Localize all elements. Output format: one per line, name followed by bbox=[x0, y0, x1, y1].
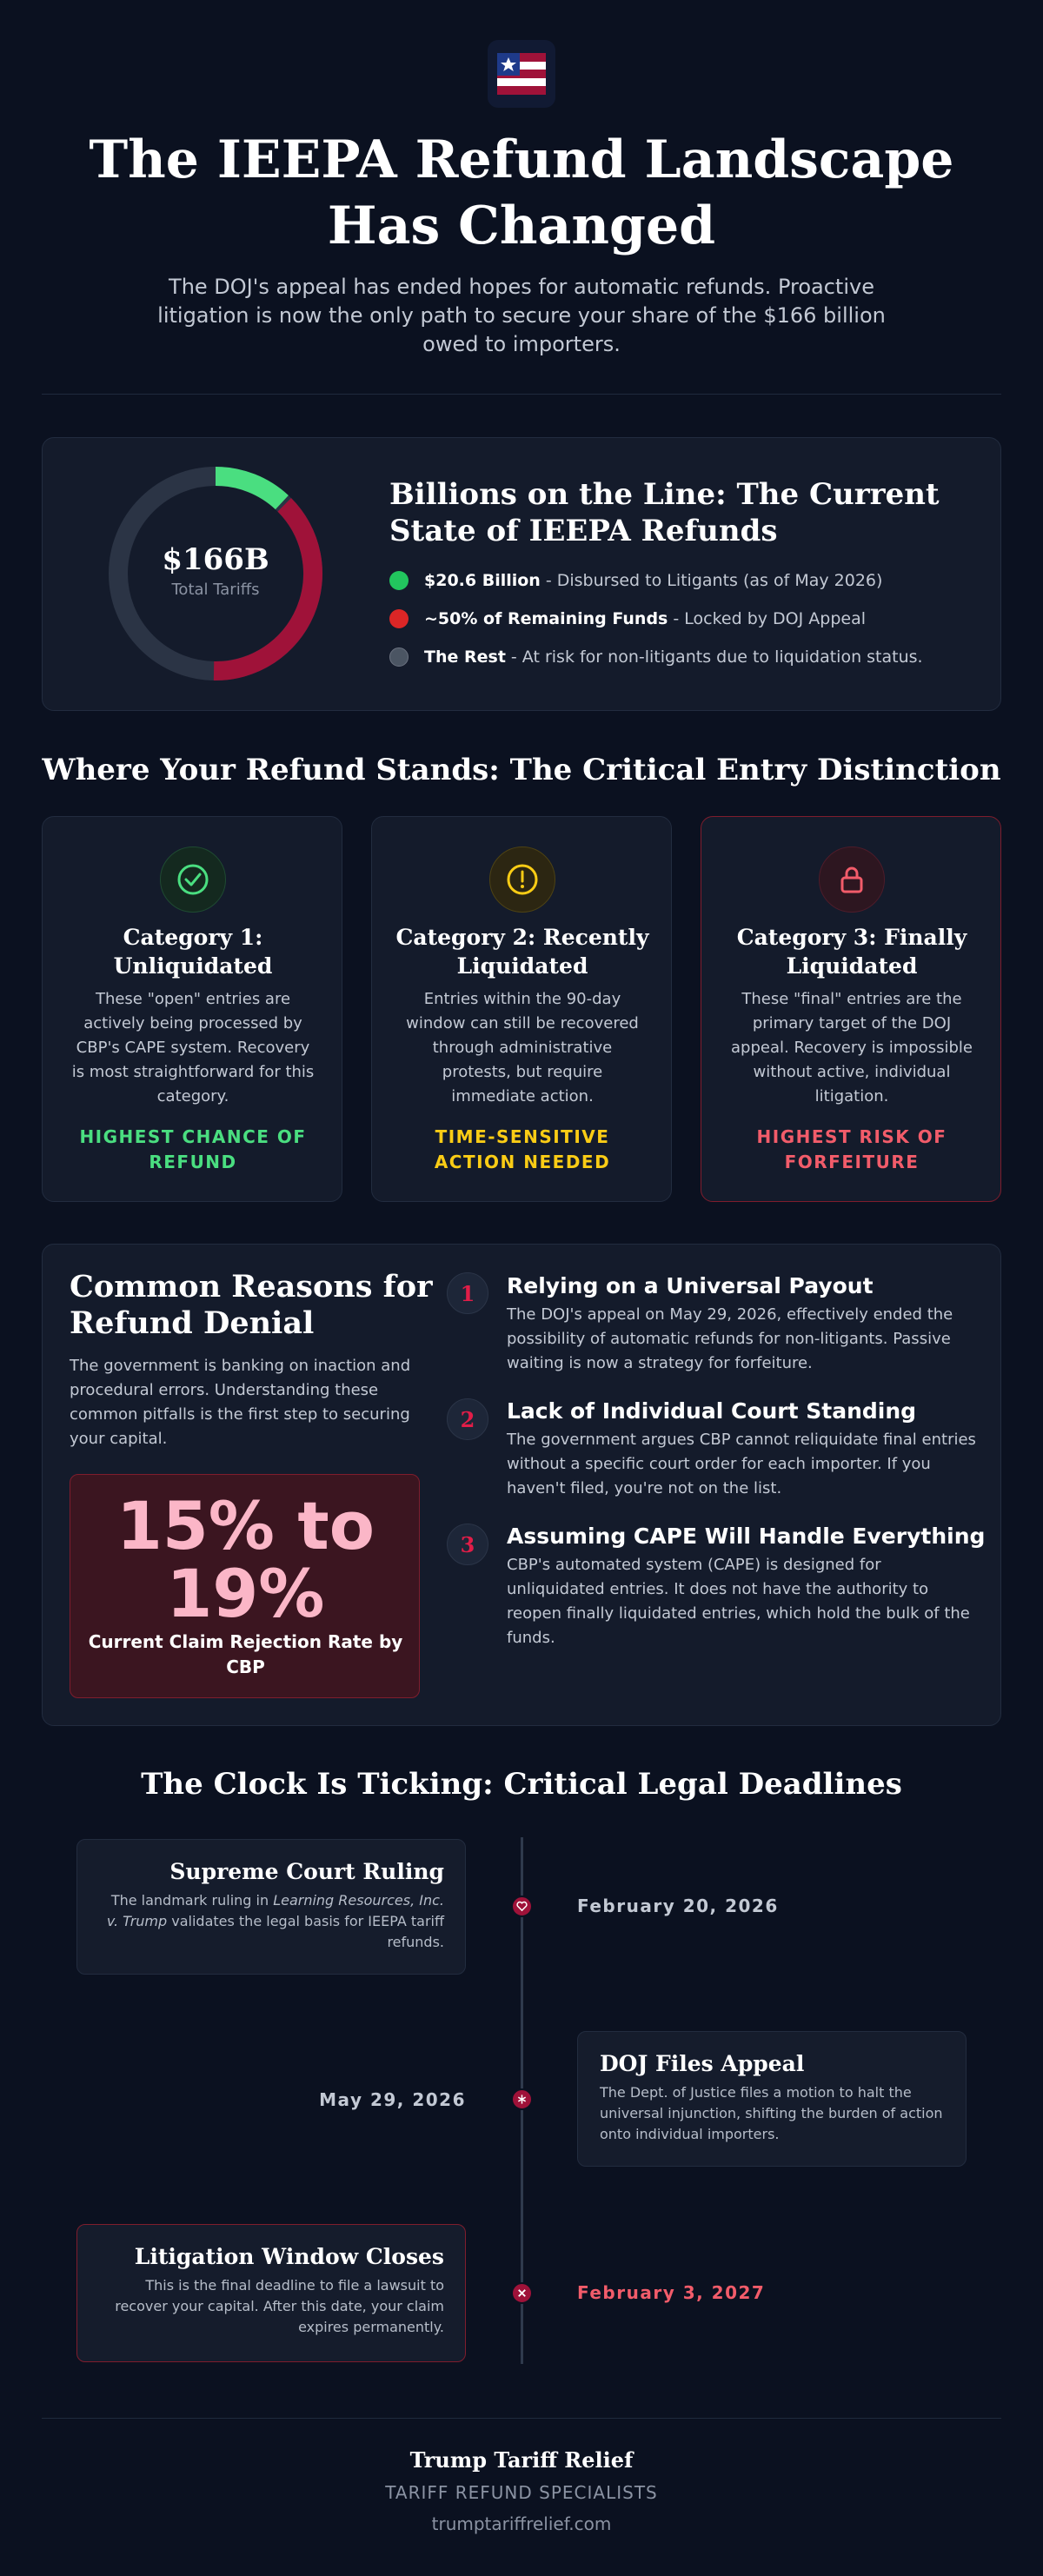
categories-title: Where Your Refund Stands: The Critical Entry Distinction bbox=[42, 753, 1001, 787]
reason-title: Lack of Individual Court Standing bbox=[507, 1398, 917, 1424]
category-tag: TIME-SENSITIVE ACTION NEEDED bbox=[434, 1126, 611, 1172]
category-title: Category 2: Recently Liquidated bbox=[395, 925, 649, 979]
category-card-finally-liquidated bbox=[701, 816, 1001, 1202]
legend-swatch bbox=[389, 647, 409, 667]
category-tag: HIGHEST CHANCE OF REFUND bbox=[79, 1126, 307, 1172]
footer-tagline: TARIFF REFUND SPECIALISTS bbox=[385, 2482, 658, 2503]
stat-label: Current Claim Rejection Rate by CBP bbox=[88, 1631, 403, 1677]
legend-text: - Disbursed to Litigants (as of May 2026) bbox=[545, 571, 883, 590]
category-description: Entries within the 90-day window can still be recovered through administrative protests, but require immediate action. bbox=[406, 990, 639, 1105]
check-circle-icon bbox=[160, 846, 226, 913]
heart-icon bbox=[511, 1895, 533, 1917]
timeline-event-title: Litigation Window Closes bbox=[134, 2244, 444, 2269]
denial-subtitle: The government is banking on inaction and procedural errors. Understanding these common pitfalls is the first step to securing your capital. bbox=[70, 1357, 411, 1448]
timeline-event-title: Supreme Court Ruling bbox=[169, 1859, 444, 1884]
reason-description: The government argues CBP cannot reliquidate final entries without a specific court order for each importer. If you haven't filed, you're not on the list. bbox=[507, 1431, 976, 1497]
donut-value: $166B bbox=[162, 542, 269, 577]
timeline-event-date: February 3, 2027 bbox=[577, 2282, 766, 2303]
us-flag-icon bbox=[497, 53, 546, 95]
legend-item-locked bbox=[389, 606, 866, 632]
page-title: The IEEPA Refund Landscape Has Changed bbox=[89, 129, 954, 256]
reason-title: Assuming CAPE Will Handle Everything bbox=[507, 1524, 986, 1549]
reason-number: 3 bbox=[447, 1524, 488, 1565]
timeline-event-description: The landmark ruling in Learning Resources, Inc. v. Trump validates the legal basis for IEEPA tariff refunds. bbox=[106, 1892, 444, 1950]
legend-item-rest bbox=[389, 644, 923, 670]
divider bbox=[42, 394, 1001, 395]
x-icon bbox=[511, 2282, 533, 2304]
legend-bold: ~50% of Remaining Funds bbox=[424, 609, 668, 628]
donut-label: Total Tariffs bbox=[171, 581, 260, 599]
footer-divider bbox=[42, 2418, 1001, 2419]
legend-swatch bbox=[389, 609, 409, 628]
timeline-event-description: The Dept. of Justice files a motion to halt the universal injunction, shifting the burden of action onto individual importers. bbox=[600, 2084, 943, 2142]
legend-text: - At risk for non-litigants due to liquidation status. bbox=[510, 647, 923, 667]
donut-segment-disbursed bbox=[216, 476, 282, 502]
legend-swatch bbox=[389, 571, 409, 590]
flag-badge bbox=[488, 40, 555, 108]
category-title: Category 3: Finally Liquidated bbox=[736, 925, 967, 979]
timeline-card-doj-appeal bbox=[577, 2031, 967, 2167]
reason-number: 1 bbox=[447, 1272, 488, 1314]
reason-description: CBP's automated system (CAPE) is designed for unliquidated entries. It does not have the authority to reopen finally liquidated entries, which hold the bulk of the funds. bbox=[507, 1556, 970, 1647]
alert-circle-icon bbox=[489, 846, 555, 913]
denial-title: Common Reasons for Refund Denial bbox=[70, 1269, 433, 1341]
timeline-event-description: This is the final deadline to file a lawsuit to recover your capital. After this date, your claim expires permanently. bbox=[115, 2277, 444, 2335]
timeline-card-window-closes bbox=[76, 2224, 466, 2362]
page-subtitle: The DOJ's appeal has ended hopes for automatic refunds. Proactive litigation is now the only path to secure your share of the $166 billion owed to importers. bbox=[157, 275, 886, 356]
timeline-event-date: February 20, 2026 bbox=[577, 1895, 779, 1916]
timeline-card-supreme-court bbox=[76, 1839, 466, 1975]
timeline-event-title: DOJ Files Appeal bbox=[600, 2051, 805, 2076]
category-description: These "open" entries are actively being processed by CBP's CAPE system. Recovery is most straightforward for this category. bbox=[71, 990, 315, 1105]
timeline-event-date: May 29, 2026 bbox=[319, 2089, 466, 2110]
category-card-recently-liquidated bbox=[371, 816, 672, 1202]
stat-value: 15% to 19% bbox=[116, 1487, 375, 1632]
category-description: These "final" entries are the primary target of the DOJ appeal. Recovery is impossible without active, individual litigation. bbox=[731, 990, 973, 1105]
legend-item-disbursed bbox=[389, 568, 882, 594]
legend-text: - Locked by DOJ Appeal bbox=[673, 609, 867, 628]
footer-url[interactable]: trumptariffrelief.com bbox=[431, 2513, 612, 2534]
reason-description: The DOJ's appeal on May 29, 2026, effectively ended the possibility of automatic refunds for non-litigants. Passive waiting is now a strategy for forfeiture. bbox=[507, 1305, 953, 1372]
category-tag: HIGHEST RISK OF FORFEITURE bbox=[756, 1126, 947, 1172]
timeline-title: The Clock Is Ticking: Critical Legal Deadlines bbox=[141, 1767, 902, 1802]
lock-icon bbox=[819, 846, 885, 913]
rejection-rate-stat bbox=[70, 1474, 420, 1698]
overview-title: Billions on the Line: The Current State of IEEPA Refunds bbox=[389, 477, 940, 548]
footer-brand: Trump Tariff Relief bbox=[409, 2447, 634, 2473]
asterisk-icon bbox=[511, 2088, 533, 2110]
category-title: Category 1: Unliquidated bbox=[113, 925, 273, 979]
reason-title: Relying on a Universal Payout bbox=[507, 1273, 874, 1298]
legend-bold: $20.6 Billion bbox=[424, 571, 541, 590]
legend-bold: The Rest bbox=[424, 647, 506, 667]
reason-number: 2 bbox=[447, 1398, 488, 1440]
category-card-unliquidated bbox=[42, 816, 342, 1202]
